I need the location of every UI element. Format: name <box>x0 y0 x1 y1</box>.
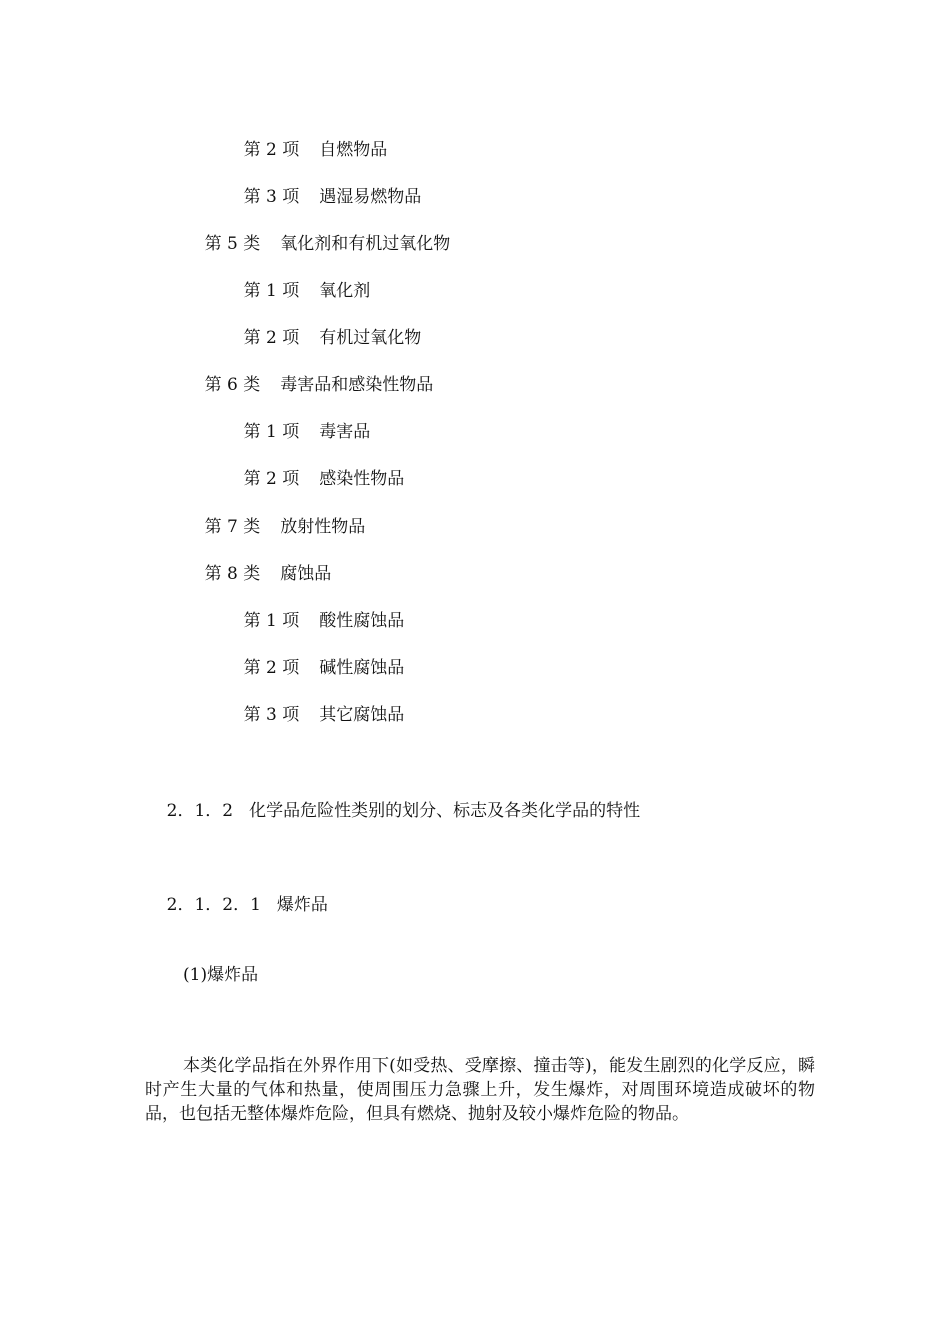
item-text: 自燃物品 <box>319 140 388 160</box>
section-heading <box>145 775 640 847</box>
section-number: 2．1．2 <box>166 801 234 821</box>
class-text: 放射性物品 <box>280 517 366 537</box>
item-label: 第 2 项 <box>243 140 300 160</box>
item-text: 遇湿易燃物品 <box>319 187 422 207</box>
class-label: 第 6 类 <box>204 375 261 395</box>
item-label: 第 1 项 <box>243 281 300 301</box>
item-label: 第 1 项 <box>243 422 300 442</box>
class-text: 腐蚀品 <box>280 564 332 584</box>
class-text: 毒害品和感染性物品 <box>280 375 434 395</box>
item-label: 第 3 项 <box>243 187 300 207</box>
item-label: 第 2 项 <box>243 328 300 348</box>
section-title: 化学品危险性类别的划分、标志及各类化学品的特性 <box>249 801 641 821</box>
item-text: 酸性腐蚀品 <box>319 611 405 631</box>
item-label: 第 1 项 <box>243 611 300 631</box>
class-text: 氧化剂和有机过氧化物 <box>280 234 451 254</box>
item-heading: (1)爆炸品 <box>183 965 259 985</box>
item-label: 第 2 项 <box>243 469 300 489</box>
item-text: 感染性物品 <box>319 469 405 489</box>
body-paragraph: 本类化学品指在外界作用下(如受热、受摩擦、撞击等)，能发生剧烈的化学反应，瞬时产生大量的气体和热量，使周围压力急骤上升，发生爆炸，对周围环境造成破坏的物品，也包括无整体爆炸危险，但具有燃烧、抛射及较小爆炸危险的物品。 <box>145 1056 815 1124</box>
subsection-number: 2．1．2．1 <box>166 895 261 915</box>
item-label: 第 2 项 <box>243 658 300 678</box>
item-label: 第 3 项 <box>243 705 300 725</box>
item-text: 其它腐蚀品 <box>319 705 405 725</box>
class-label: 第 7 类 <box>204 517 261 537</box>
class-label: 第 8 类 <box>204 564 261 584</box>
subsection-title: 爆炸品 <box>276 895 328 915</box>
item-text: 氧化剂 <box>319 281 371 301</box>
class-label: 第 5 类 <box>204 234 261 254</box>
item-text: 毒害品 <box>319 422 371 442</box>
item-text: 有机过氧化物 <box>319 328 422 348</box>
subsection-heading <box>145 869 328 941</box>
list-item <box>222 679 404 751</box>
item-text: 碱性腐蚀品 <box>319 658 405 678</box>
